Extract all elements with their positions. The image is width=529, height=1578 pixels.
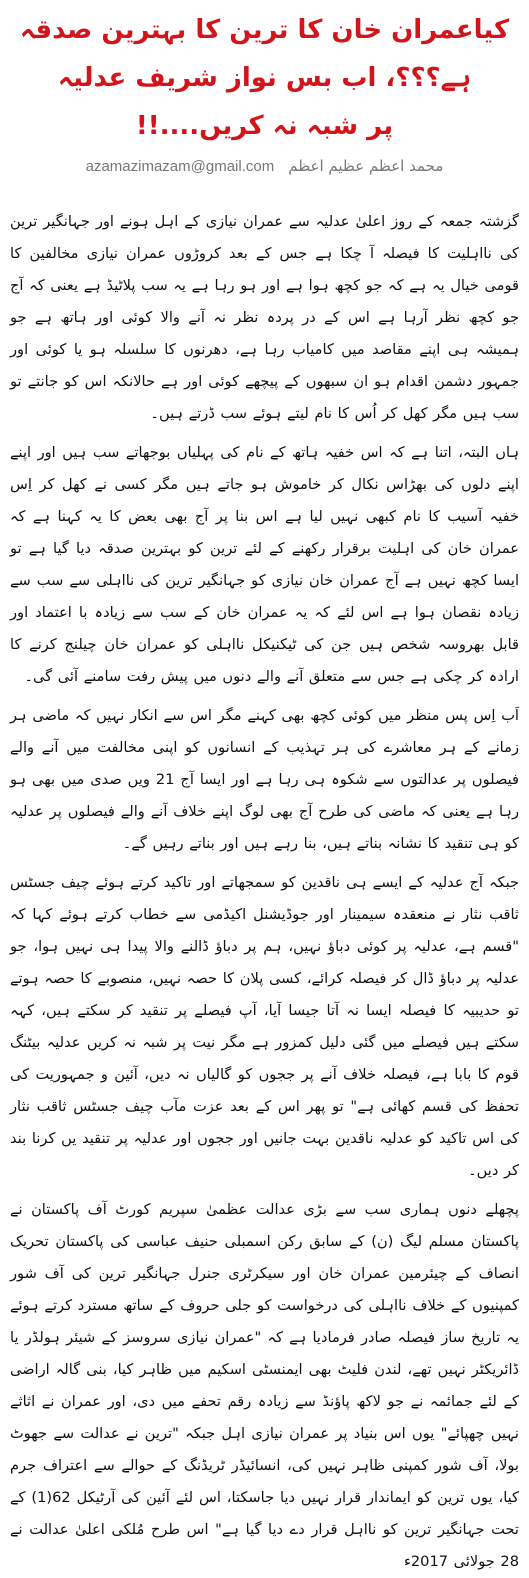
- article-paragraph-2: ہاں البتہ، اتنا ہے کہ اس خفیہ ہاتھ کے نام کی پہلیاں بوجھاتے سب ہیں اور اپنے اپنے دلوں کی بھڑاس نکال کر خاموش ہو جاتے ہیں مگر کسی نے کھل کر اِس خفیہ آسیب کا نام کبھی نہیں لیا ہے اس بنا پر آج بھی بعض کا یہ کہنا ہے کہ عمران خان کی اہلیت برقرار رکھنے کے لئے ترین کو بہترین صدقہ دیا گیا ہے تو ایسا کچھ نہیں ہے آج عمران خان نیازی کو جہانگیر ترین کی نااہلی سے سب سے زیادہ نقصان ہوا ہے اس لئے کہ یہ عمران خان کے سب سے زیادہ با اعتماد اور قابل بھروسہ شخص ہیں جن کی ٹیکنیکل نااہلی کو عمران خان چیلنج کرنے کا ارادہ کر چکی ہے جس سے متعلق آنے والے دنوں میں پیش رفت سامنے آئی گی۔: [10, 444, 519, 685]
- article-paragraph-3: اَب اِس پس منظر میں کوئی کچھ بھی کہنے مگر اس سے انکار نہیں کہ ماضی ہر زمانے کے ہر معاشرے کی ہر تہذیب کے انسانوں کو اپنی مخالفت میں آنے والے فیصلوں پر عدالتوں سے شکوہ ہی رہا ہے اور ایسا آج 21 ویں صدی میں بھی ہو رہا ہے یعنی کہ ماضی کی طرح آج بھی لوگ اپنے خلاف آنے والے فیصلوں پر عدلیہ کو ہی تنقید کا نشانہ بناتے ہیں، بنا رہے ہیں اور بناتے رہیں گے۔: [10, 707, 519, 852]
- article-headline: [10, 6, 519, 150]
- article-paragraph-5: پچھلے دنوں ہماری سب سے بڑی عدالت عظمیٰ سپریم کورٹ آف پاکستان نے پاکستان مسلم لیگ (ن) کے سابق رکن اسمبلی حنیف عباسی کی پاکستان تحریک انصاف کے چیئرمین عمران خان اور سیکرٹری جنرل جہانگیر ترین کی آف شور کمپنیوں کے خلاف نااہلی کی درخواست کو جلی حروف کے ساتھ مسترد کرتے ہوئے یہ تاریخ ساز فیصلہ صادر فرمادیا ہے کہ "عمران نیازی سروسز کے شیئر ہولڈر یا ڈائریکٹر نہیں تھے، لندن فلیٹ بھی ایمنسٹی اسکیم میں ظاہر کیا، بنی گالہ اراضی کے لئے جمائمہ نے جو لاکھ پاؤنڈ سے زیادہ رقم تحفے میں دی، اور عمران نے اثاثے نہیں چھپائے" یوں اس بنیاد پر عمران نیازی اہل جبکہ "ترین نے عدالت سے جھوٹ بولا، آف شور کمپنی ظاہر نہیں کی، انسائیڈر ٹریڈنگ کے حوالے سے اعتراف جرم کیا، یوں ترین کو ایماندار قرار نہیں دیا جاسکتا، اس لئے آئین کی آرٹیکل 62(1) کے تحت جہانگیر ترین کو نااہل قرار دے دیا گیا ہے" اس طرح مُلکی اعلیٰ عدالت نے 28 جولائی 2017ء: [10, 1201, 519, 1570]
- byline: [10, 154, 519, 178]
- article-paragraph-4: جبکہ آج عدلیہ کے ایسے ہی ناقدین کو سمجھاتے اور تاکید کرتے ہوئے چیف جسٹس ثاقب نثار نے منعقدہ سیمینار اور جوڈیشنل اکیڈمی سے خطاب کرتے ہوئے کہا کہ "قسم ہے، عدلیہ پر کوئی دباؤ نہیں، ہم پر دباؤ ڈالنے والا پیدا ہی نہیں ہوا، جو عدلیہ پر دباؤ ڈال کر فیصلہ کرائے، کسی پلان کا حصہ نہیں، منصوبے کا حصہ ہوتے تو حدیبیہ کا فیصلہ ایسا نہ آتا جیسا آیا، آپ فیصلے پر تنقید کر سکتے ہیں، کہہ سکتے ہیں فیصلے میں گئی دلیل کمزور ہے مگر نیت پر شبہ نہ کریں عدلیہ بیٹنگ قوم کا بابا ہے، فیصلہ خلاف آنے پر ججوں کو گالیاں نہ دیں، آئین و جمہوریت کی تحفظ کی قسم کھائی ہے" تو پھر اس کے بعد عزت مآب چیف جسٹس ثاقب نثار کی اس تاکید کو عدلیہ ناقدین بہت جانیں اور ججوں اور عدلیہ پر تنقید یں کرنا بند کر دیں۔: [10, 874, 519, 1179]
- headline-line-1: کیاعمران خان کا ترین کا بہترین صدقہ ہے؟؟؟، اب بس نواز شریف عدلیہ: [19, 15, 510, 93]
- headline-line-2: پر شبہ نہ کریں....!!: [135, 111, 394, 141]
- article-paragraph-1: گزشتہ جمعہ کے روز اعلیٰ عدلیہ سے عمران نیازی کے اہل ہونے اور جہانگیر ترین کی نااہلیت کا فیصلہ آ چکا ہے جس کے بعد کروڑوں عمران نیازی مخالفین کا قومی خیال یہ ہے کہ جو کچھ ہوا ہے اور ہو رہا ہے یہ سب پلاٹیڈ ہے یعنی کہ آج جو کچھ نظر آرہا ہے اس کے در پردہ نظر نہ آنے والا کوئی اور ہاتھ ہے جو ہمیشہ ہی اپنے مقاصد میں کامیاب رہا ہے، دھرنوں کا سلسلہ ہو یا کوئی اور جمہور دشمن اقدام ہو ان سبھوں کے پیچھے کوئی اور ہے حالانکہ اس کو جانتے تو سب ہیں مگر کھل کر اُس کا نام لیتے ہوئے سب ڈرتے ہیں۔: [10, 213, 519, 422]
- article-body: [10, 206, 519, 1578]
- author-email[interactable]: azamazimazam@gmail.com: [85, 157, 275, 175]
- author-name: محمد اعظم عظیم اعظم: [288, 157, 444, 175]
